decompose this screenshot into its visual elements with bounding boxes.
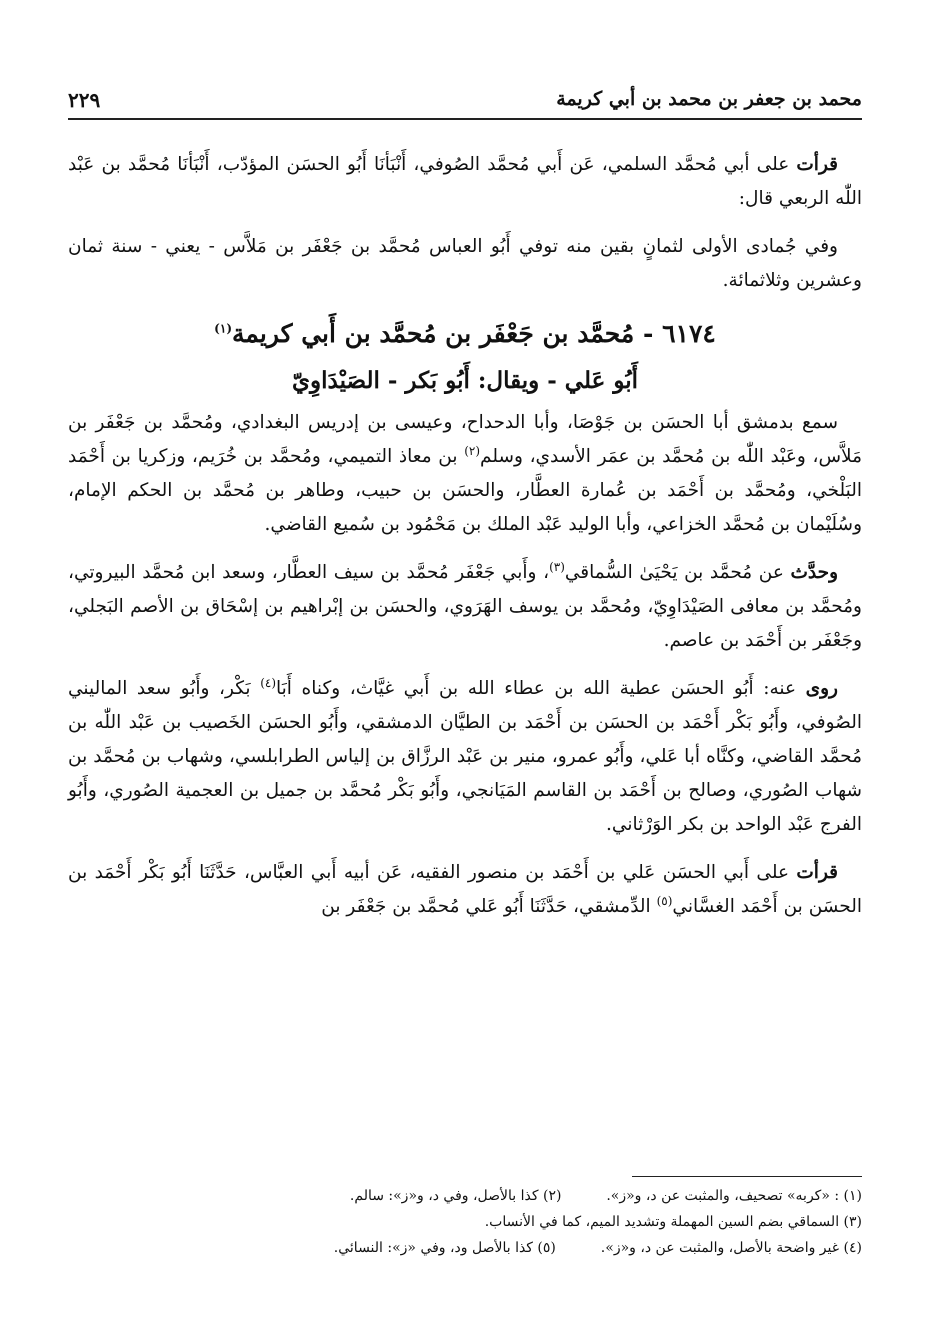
footnote-line-3 (68, 1235, 862, 1261)
footnote-divider (632, 1176, 862, 1177)
main-text (68, 148, 862, 938)
paragraph-5 (68, 672, 862, 842)
footnotes (68, 1176, 862, 1261)
paragraph-lead: قرأت (796, 154, 838, 175)
entry-title-text: ٦١٧٤ - مُحمَّد بن جَعْفَر بن مُحمَّد بن أَبي كريمة (232, 319, 716, 348)
footnote-ref-3: (٣) (549, 559, 565, 574)
paragraph-text: عنه: أَبُو الحسَن عطية الله بن عطاء الله بن أَبي غيَّاث، وكناه أَبَا (276, 678, 806, 699)
paragraph-text: عن مُحمَّد بن يَحْيَىٰ السُّماقي (564, 562, 791, 583)
footnote-text: : «كربه» تصحيف، والمثبت عن د، و«ز». (606, 1188, 840, 1204)
footnote-number: (١) (843, 1188, 862, 1204)
footnote-ref-4: (٤) (260, 675, 277, 690)
running-title: محمد بن جعفر بن محمد بن أبي كريمة (556, 88, 862, 110)
paragraph-text: بن معاذ التميمي، ومُحمَّد بن خُرَيم، وزكريا بن أَحْمَد البَلْخي، ومُحمَّد بن أَحْمَد بن عُمارة العطَّار، والحسَن بن حبيب، وطاهر بن مُحمَّد بن الحكم الإمام، وسُلَيْمان بن مُحمَّد الخزاعي، وأبا الوليد عَبْد الملك بن مَحْمُود بن سُميع القاضي. (68, 446, 862, 535)
book-page (68, 0, 862, 1340)
footnote-text: غير واضحة بالأصل، والمثبت عن د، و«ز». (600, 1240, 840, 1256)
paragraph-1 (68, 148, 862, 216)
paragraph-3 (68, 406, 862, 542)
paragraph-text: بَكْر، وأَبُو سعد الماليني الصُوفي، وأَبُو بَكْر أَحْمَد بن الحسَن بن أَحْمَد بن الطيَّان الدمشقي، وأَبُو الحسَن الخَصيب بن عَبْد اللّٰه بن مُحمَّد القاضي، وكنَّاه أبا عَلي، وأَبُو عمرو، منير بن عَبْد الرزَّاق بن إلياس الطرابلسي، وشهاب بن مُحمَّد بن شهاب الصُوري، وصالح بن أَحْمَد بن القاسم المَيَانجي، وأَبُو بَكْر مُحمَّد بن جميل بن العجمية الصُوري، وأَبُو الفرج عَبْد الواحد بن بكر الوَرْثاني. (68, 678, 862, 835)
entry-title (68, 312, 862, 356)
paragraph-6 (68, 856, 862, 924)
footnote-text: السماقي بضم السين المهملة وتشديد الميم، كما في الأنساب. (484, 1214, 840, 1230)
entry-subtitle: أَبُو عَلي - ويقال: أَبُو بَكر - الصَيْدَاوِيّ (292, 367, 638, 394)
paragraph-text: ، وأَبي جَعْفَر مُحمَّد بن سيف العطَّار، وسعد ابن مُحمَّد البيروتي، ومُحمَّد بن معافى الصَيْدَاوِيّ، ومُحمَّد بن يوسف الهَرَوي، والحسَن بن إبْراهيم بن إسْحَاق بن الأصم البَجلي، وجَعْفَر بن أَحْمَد بن عاصم. (68, 562, 862, 651)
footnote-ref-5: (٥) (656, 893, 673, 908)
paragraph-lead: قرأت (796, 862, 838, 883)
footnote-number: (٣) (843, 1214, 862, 1230)
page-number: ٢٢٩ (68, 88, 101, 112)
footnote-ref-1: (١) (214, 321, 232, 336)
paragraph-lead: روى (805, 678, 838, 699)
page-header (68, 82, 862, 120)
paragraph-2: وفي جُمادى الأولى لثمانٍ بقين منه توفي أَبُو العباس مُحمَّد بن جَعْفَر بن مَلاَّس - يعني - سنة ثمان وعشرين وثلاثمائة. (68, 236, 862, 291)
paragraph-text: سمع بدمشق أبا الحسَن بن جَوْصَا، وأبا الدحداح، وعيسى بن إدريس البغدادي، ومُحمَّد بن جَعْفَر بن مَلاَّس، وعَبْد اللّٰه بن مُحمَّد بن عمَر الأسدي، وسلم (68, 412, 862, 467)
paragraph-text: على أبي مُحمَّد السلمي، عَن أَبي مُحمَّد الصُوفي، أَنْبَأنَا أَبُو الحسَن المؤدّب، أَنْبَأنَا مُحمَّد بن عَبْد اللّٰه الربعي قال: (68, 154, 862, 209)
footnote-line-1 (68, 1183, 862, 1209)
footnote-ref-2: (٢) (464, 443, 481, 458)
footnote-number: (٤) (843, 1240, 862, 1256)
footnote-line-2 (68, 1209, 862, 1235)
paragraph-text: الدِّمشقي، حَدَّثَنَا أَبُو عَلي مُحمَّد بن جَعْفَر بن (321, 896, 657, 917)
footnote-number: (٥) (537, 1240, 556, 1256)
footnote-text: كذا بالأصل، وفي د، و«ز»: سالم. (349, 1188, 539, 1204)
footnote-number: (٢) (542, 1188, 562, 1204)
paragraph-4 (68, 556, 862, 658)
paragraph-lead: وحدَّث (790, 562, 838, 583)
paragraph-text: على أَبي الحسَن عَلي بن أَحْمَد بن منصور الفقيه، عَن أبيه أَبي العبَّاس، حَدَّثَنَا أَبُو بَكْر أَحْمَد بن الحسَن بن أَحْمَد الغسَّاني (68, 862, 862, 917)
footnote-text: كذا بالأصل ود، وفي «ز»: النسائي. (333, 1240, 533, 1256)
